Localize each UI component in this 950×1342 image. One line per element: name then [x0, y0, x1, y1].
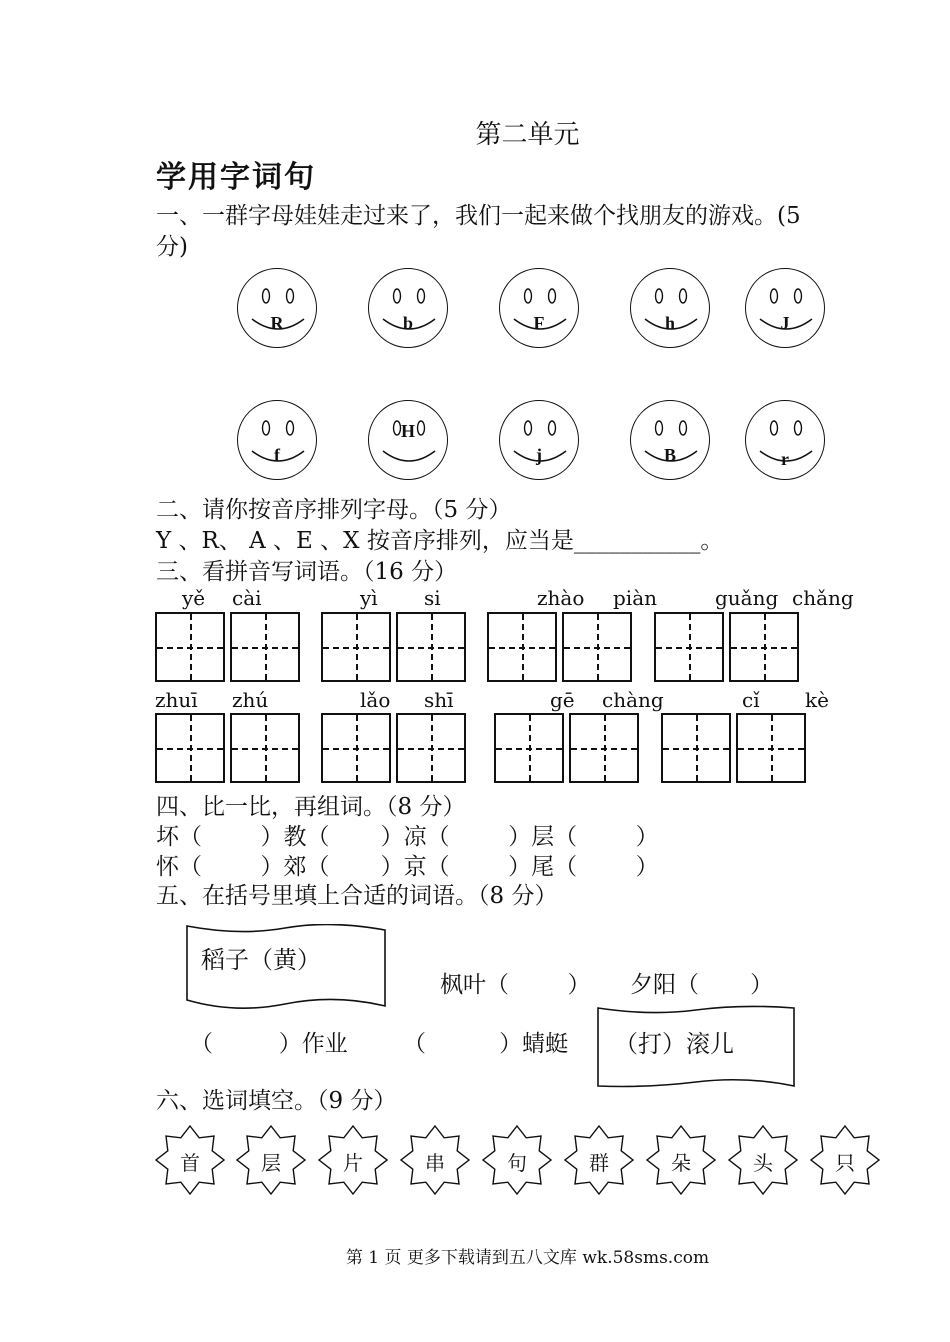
- q5-item-3[interactable]: （ ）作业: [190, 1031, 348, 1057]
- pinyin: guǎng: [715, 586, 779, 610]
- word-choice-star[interactable]: [318, 1125, 388, 1195]
- smiley-face[interactable]: [745, 400, 825, 480]
- q2-heading: 二、请你按音序排列字母。（5 分）: [156, 497, 512, 523]
- word-choice-star[interactable]: [482, 1125, 552, 1195]
- writing-grid-cell[interactable]: [661, 713, 731, 783]
- smiley-icon: [500, 401, 580, 481]
- smiley-icon: [746, 269, 826, 349]
- writing-grid-cell[interactable]: [562, 612, 632, 682]
- section-subtitle: 学用字词句: [156, 160, 316, 195]
- banner-example-1: [185, 924, 387, 1010]
- word-choice-label: 片: [343, 1151, 363, 1175]
- pinyin: cài: [232, 586, 262, 610]
- face-letter: J: [780, 313, 790, 333]
- word-choice-label: 只: [835, 1151, 855, 1175]
- word-choice-label: 串: [425, 1151, 445, 1175]
- q2-question: [156, 522, 723, 555]
- q5-item-2[interactable]: 夕阳（ ）: [630, 972, 774, 998]
- smiley-face[interactable]: [237, 400, 317, 480]
- pinyin: shī: [424, 688, 454, 712]
- smiley-icon: [238, 269, 318, 349]
- q3-heading: 三、看拼音写词语。（16 分）: [156, 559, 458, 585]
- q5-item-1[interactable]: 枫叶（ ）: [440, 972, 591, 998]
- pinyin: yě: [182, 586, 206, 610]
- word-choice-star[interactable]: [728, 1125, 798, 1195]
- pinyin: zhú: [232, 688, 269, 712]
- face-letter: f: [274, 445, 280, 465]
- smiley-icon: [631, 269, 711, 349]
- face-letter: h: [664, 313, 675, 333]
- smiley-icon: [500, 269, 580, 349]
- pinyin: chàng: [602, 688, 664, 712]
- word-choice-label: 朵: [671, 1151, 691, 1175]
- face-letter: B: [663, 445, 676, 465]
- q2-text: Y 、R、 A 、E 、X 按音序排列，应当是: [156, 528, 574, 554]
- pinyin: yì: [360, 586, 378, 610]
- smiley-icon: [238, 401, 318, 481]
- writing-grid-cell[interactable]: [736, 713, 806, 783]
- word-choice-star[interactable]: [400, 1125, 470, 1195]
- writing-grid-cell[interactable]: [155, 612, 225, 682]
- writing-grid-cell[interactable]: [494, 713, 564, 783]
- smiley-face[interactable]: [499, 268, 579, 348]
- page-footer: 第 1 页 更多下载请到五八文库 wk.58sms.com: [345, 1248, 710, 1268]
- face-letter: j: [536, 445, 542, 465]
- smiley-face[interactable]: [630, 400, 710, 480]
- writing-grid-cell[interactable]: [396, 713, 466, 783]
- writing-grid-cell[interactable]: [569, 713, 639, 783]
- pinyin: piàn: [613, 586, 658, 610]
- q4-line-2[interactable]: 怀（ ）郊（ ）京（ ）尾（ ）: [156, 854, 659, 880]
- word-choice-star[interactable]: [564, 1125, 634, 1195]
- q5-heading: 五、在括号里填上合适的词语。（8 分）: [156, 883, 558, 909]
- word-choice-star[interactable]: [646, 1125, 716, 1195]
- smiley-face[interactable]: [499, 400, 579, 480]
- writing-grid-cell[interactable]: [230, 612, 300, 682]
- writing-grid-cell[interactable]: [654, 612, 724, 682]
- pinyin: gē: [550, 688, 575, 712]
- word-choice-star[interactable]: [810, 1125, 880, 1195]
- face-letter: H: [400, 421, 415, 441]
- banner-text: （打）滚儿: [614, 1030, 734, 1058]
- writing-grid-cell[interactable]: [729, 612, 799, 682]
- writing-grid-cell[interactable]: [321, 713, 391, 783]
- pinyin: cǐ: [742, 688, 760, 712]
- writing-grid-cell[interactable]: [487, 612, 557, 682]
- q2-answer-blank[interactable]: ___________: [573, 528, 701, 554]
- word-choice-label: 群: [589, 1151, 609, 1175]
- q4-line-1[interactable]: 坏（ ）教（ ）凉（ ）层（ ）: [156, 824, 659, 850]
- word-choice-star[interactable]: [236, 1125, 306, 1195]
- q4-heading: 四、比一比，再组词。（8 分）: [156, 794, 466, 820]
- q5-item-4[interactable]: （ ）蜻蜓: [403, 1031, 569, 1057]
- pinyin: lǎo: [360, 688, 391, 712]
- pinyin: zhuī: [155, 688, 198, 712]
- face-letter: b: [402, 313, 413, 333]
- face-letter: R: [270, 313, 284, 333]
- pinyin: kè: [805, 688, 829, 712]
- smiley-icon: [369, 269, 449, 349]
- q2-end: 。: [700, 528, 724, 554]
- page-title: 第二单元: [475, 120, 580, 150]
- writing-grid-cell[interactable]: [396, 612, 466, 682]
- smiley-face[interactable]: [368, 268, 448, 348]
- pinyin: chǎng: [792, 586, 854, 610]
- smiley-icon: [631, 401, 711, 481]
- smiley-face[interactable]: [630, 268, 710, 348]
- smiley-face[interactable]: [237, 268, 317, 348]
- banner-text: 稻子（黄）: [201, 946, 321, 974]
- word-choice-label: 首: [180, 1151, 200, 1175]
- word-choice-label: 头: [753, 1151, 773, 1175]
- q1-heading: 一、一群字母娃娃走过来了，我们一起来做个找朋友的游戏。(5: [156, 203, 801, 229]
- q1-heading-cont: 分): [156, 234, 188, 260]
- word-choice-label: 层: [261, 1151, 281, 1175]
- word-choice-star[interactable]: [155, 1125, 225, 1195]
- pinyin: si: [424, 586, 441, 610]
- smiley-face[interactable]: [368, 400, 448, 480]
- word-choice-label: 句: [507, 1151, 527, 1175]
- face-letter: F: [533, 313, 545, 333]
- pinyin: zhào: [537, 586, 585, 610]
- writing-grid-cell[interactable]: [230, 713, 300, 783]
- smiley-face[interactable]: [745, 268, 825, 348]
- q6-heading: 六、选词填空。（9 分）: [156, 1088, 397, 1114]
- writing-grid-cell[interactable]: [155, 713, 225, 783]
- writing-grid-cell[interactable]: [321, 612, 391, 682]
- banner-example-2: [596, 1004, 796, 1090]
- face-letter: r: [781, 449, 789, 469]
